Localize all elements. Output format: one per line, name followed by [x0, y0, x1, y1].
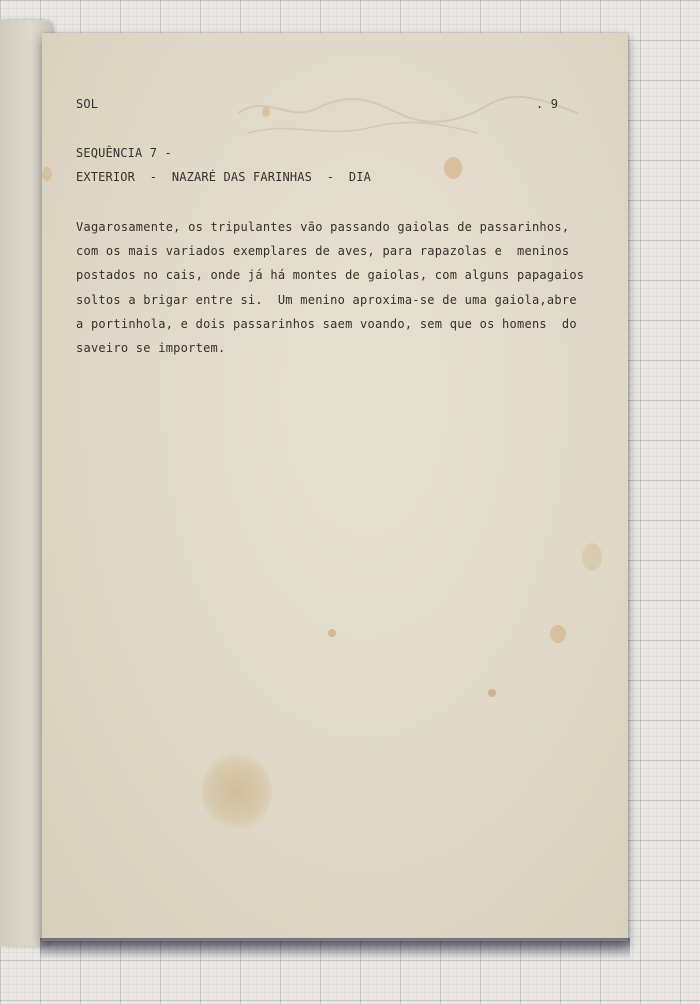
- scene-number: SEQUÊNCIA 7 -: [76, 146, 172, 160]
- script-title: SOL: [76, 97, 99, 111]
- foxing-spot: [550, 625, 566, 643]
- foxing-spot: [582, 543, 602, 571]
- scene-location: EXTERIOR - NAZARÉ DAS FARINHAS - DIA: [76, 170, 371, 184]
- body-line: saveiro se importem.: [76, 340, 226, 355]
- body-line: com os mais variados exemplares de aves, para rapazolas e meninos: [76, 244, 570, 259]
- body-line: a portinhola, e dois passarinhos saem voando, sem que os homens do: [76, 316, 577, 331]
- body-line: soltos a brigar entre si. Um menino aproxima-se de uma gaiola,abre: [76, 292, 577, 307]
- faint-handwritten-note: [228, 83, 588, 143]
- foxing-spot: [328, 629, 336, 637]
- scene-description: [76, 215, 584, 360]
- page-shadow: [40, 938, 630, 960]
- water-stain: [202, 751, 272, 831]
- body-line: postados no cais, onde já há montes de gaiolas, com alguns papagaios: [76, 268, 585, 283]
- foxing-spot: [488, 689, 496, 697]
- foxing-spot: [444, 157, 462, 179]
- typed-page: [42, 33, 628, 941]
- body-line: Vagarosamente, os tripulantes vão passando gaiolas de passarinhos,: [76, 220, 570, 234]
- foxing-spot: [42, 167, 52, 181]
- page-number: . 9: [536, 97, 559, 111]
